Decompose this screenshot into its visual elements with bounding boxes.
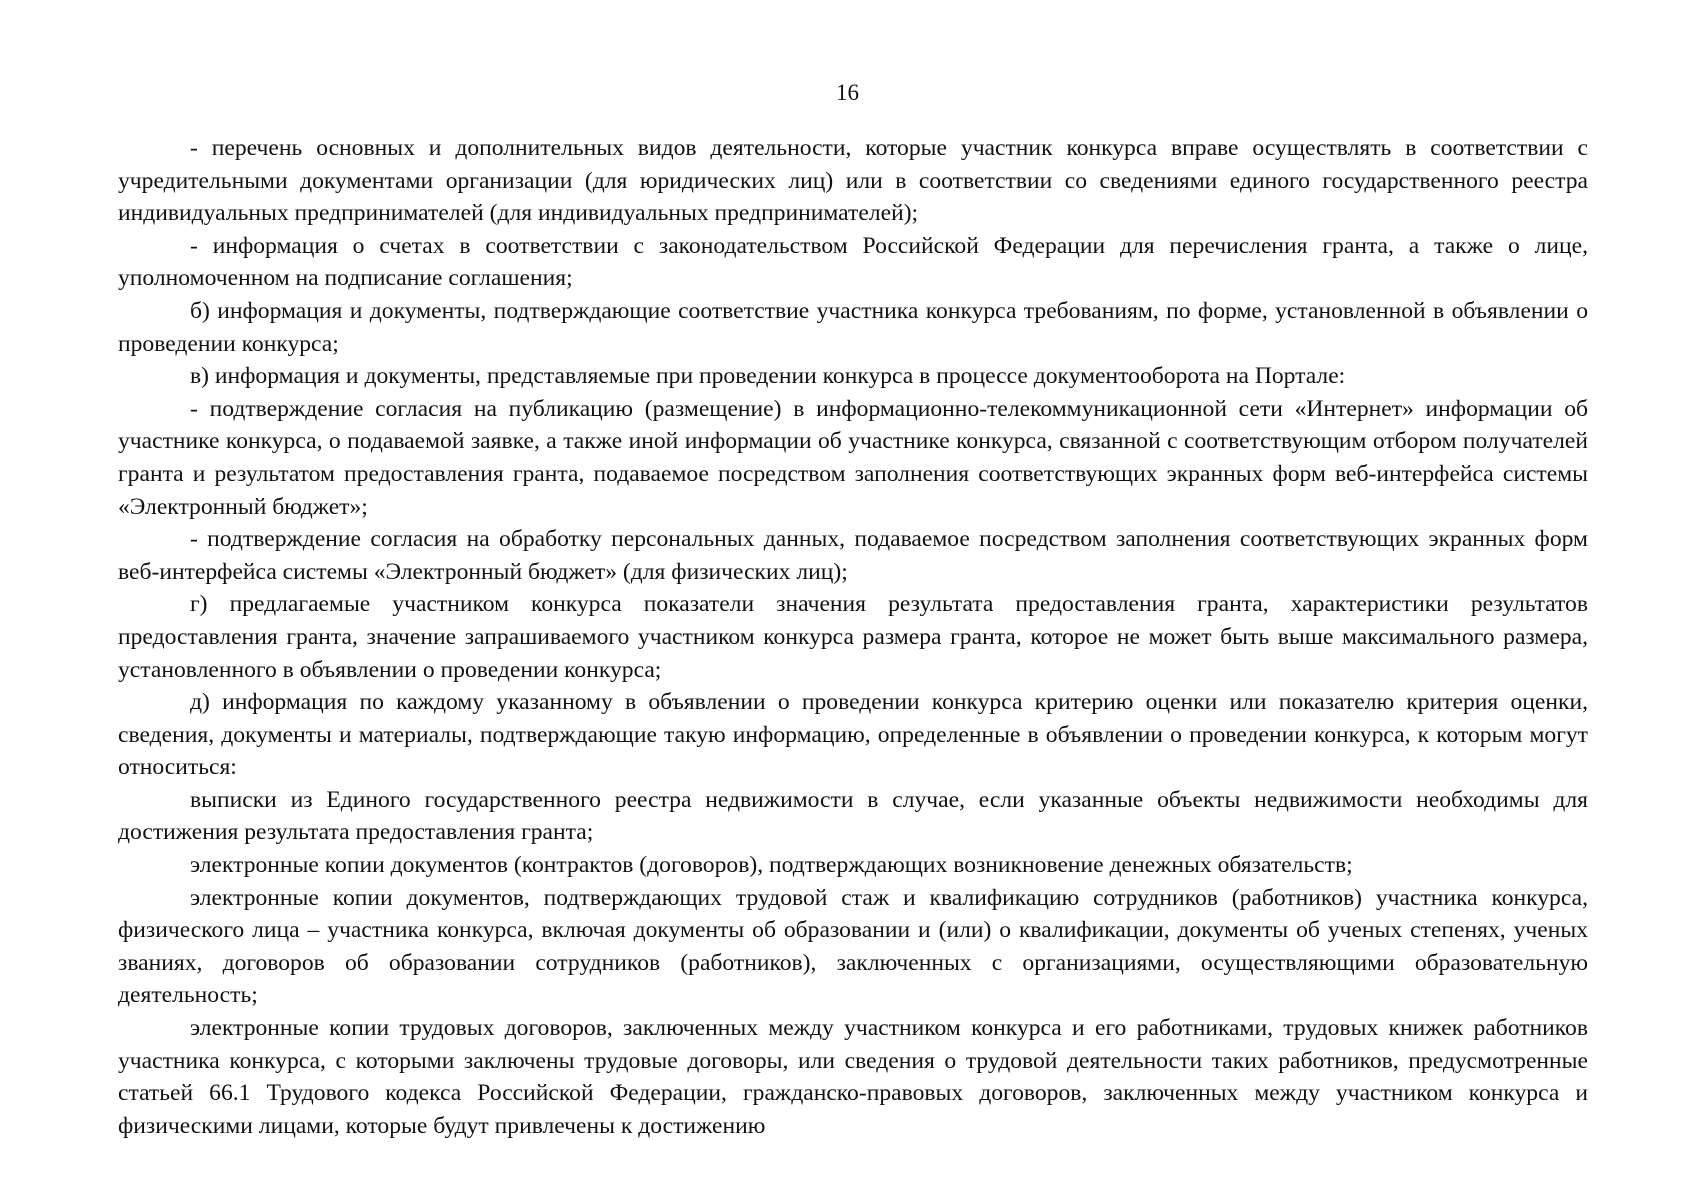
paragraph-personal-data-consent: - подтверждение согласия на обработку персональных данных, подаваемое посредством заполнения соответствующих экранных форм веб-интерфейса системы «Электронный бюджет» (для физических лиц); [118,526,1588,585]
paragraph-contract-copies: электронные копии документов (контрактов (договоров), подтверждающих возникновение денежных обязательств; [190,852,1353,879]
paragraph-labor-contract-copies: электронные копии трудовых договоров, заключенных между участником конкурса и его работниками, трудовых книжек работников участника конкурса, с которыми заключены трудовые договоры, или сведения о трудовой деятельности таких работников, предусмотренные статьей 66.1 Трудового кодекса Российской Федерации, гражданско-правовых договоров, заключенных между участником конкурса и физическими лицами, которые будут привлечены к достижению [118,1015,1588,1139]
paragraph-item-b: б) информация и документы, подтверждающие соответствие участника конкурса требованиям, по форме, установленной в объявлении о проведении конкурса; [118,297,1588,357]
paragraph-item-d: д) информация по каждому указанному в объявлении о проведении конкурса критерию оценки или показателю критерия оценки, сведения, документы и материалы, подтверждающие такую информацию, определенные в объявлении о проведении конкурса, к которым могут относиться: [118,689,1588,781]
paragraph-item-v: в) информация и документы, представляемые при проведении конкурса в процессе документооборота на Портале: [190,363,1346,390]
paragraph-real-estate-extracts: выписки из Единого государственного реестра недвижимости в случае, если указанные объекты недвижимости необходимы для достижения результата предоставления гранта; [118,786,1588,846]
paragraph-employee-qualification-copies: электронные копии документов, подтверждающих трудовой стаж и квалификацию сотрудников (работников) участника конкурса, физического лица – участника конкурса, включая документы об образовании и (или) о квалификации, документы об ученых степенях, ученых званиях, договоров об образовании сотрудников (работников), заключенных с организациями, осуществляющими образовательную деятельность; [118,884,1588,1009]
paragraph-activities-list: - перечень основных и дополнительных видов деятельности, которые участник конкурса вправе осуществлять в соответствии с учредительными документами организации (для юридических лиц) или в соответствии со сведениями единого государственного реестра индивидуальных предпринимателей (для индивидуальных предпринимателей); [118,135,1588,227]
paragraph-item-g: г) предлагаемые участником конкурса показатели значения результата предоставления гранта, характеристики результатов предоставления гранта, значение запрашиваемого участником конкурса размера гранта, которое не может быть выше максимального размера, установленного в объявлении о проведении конкурса; [118,591,1588,683]
paragraph-accounts-info: - информация о счетах в соответствии с законодательством Российской Федерации для перечисления гранта, а также о лице, уполномоченном на подписание соглашения; [118,232,1588,292]
page-number: 16 [836,80,859,105]
paragraph-publication-consent: - подтверждение согласия на публикацию (размещение) в информационно-телекоммуникационной сети «Интернет» информации об участнике конкурса, о подаваемой заявке, а также иной информации об участнике конкурса, связанной с соответствующим отбором получателей гранта и результатом предоставления гранта, подаваемое посредством заполнения соответствующих экранных форм веб-интерфейса системы «Электронный бюджет»; [118,395,1588,520]
document-body [118,132,1588,1142]
